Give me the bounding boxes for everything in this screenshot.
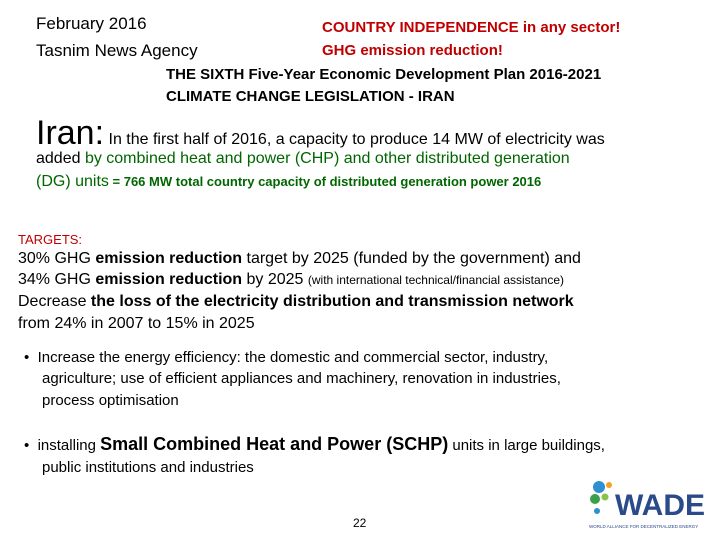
country-label: Iran: <box>36 114 105 152</box>
bullet-1-continuation-1: agriculture; use of efficient appliances and machinery, renovation in industries, <box>42 370 561 387</box>
target-line-1 <box>18 250 581 268</box>
targets-label: TARGETS: <box>18 232 83 247</box>
bullet-2-text-c: units in large buildings, <box>448 437 605 454</box>
bullet-1-text: Increase the energy efficiency: the domestic and commercial sector, industry, <box>37 349 549 366</box>
page-number: 22 <box>353 516 367 530</box>
target-2-emphasis: emission reduction <box>95 271 243 288</box>
logo-text: WADE <box>615 489 705 522</box>
bullet-2-text-a: installing <box>37 437 101 454</box>
target-2-note: (with international technical/financial assistance) <box>307 273 565 287</box>
intro-text-2b: by combined heat and power (CHP) and other distributed generation <box>84 150 570 167</box>
target-3-emphasis: the loss of the electricity distribution and transmission network <box>90 293 574 310</box>
logo-tagline: WORLD ALLIANCE FOR DECENTRALIZED ENERGY <box>589 524 699 529</box>
intro-text-3b: = 766 MW total country capacity of distributed generation power 2016 <box>108 174 542 189</box>
plan-subtitle: CLIMATE CHANGE LEGISLATION - IRAN <box>166 88 455 105</box>
target-1-rest: target by 2025 (funded by the government) and <box>242 250 581 267</box>
wade-logo <box>585 473 705 533</box>
header-message-independence: COUNTRY INDEPENDENCE in any sector! <box>322 19 621 36</box>
target-1-pct: 30% GHG <box>18 250 96 267</box>
target-2-pct: 34% GHG <box>18 271 96 288</box>
header-agency: Tasnim News Agency <box>36 41 198 60</box>
intro-line-2 <box>36 150 570 168</box>
header-date: February 2016 <box>36 14 147 33</box>
bullet-energy-efficiency: • Increase the energy efficiency: the domestic and commercial sector, industry, <box>24 349 549 366</box>
bullet-schp: • installing Small Combined Heat and Power (SCHP) units in large buildings, <box>24 434 605 454</box>
bullet-1-continuation-2: process optimisation <box>42 392 179 409</box>
intro-text-3a: (DG) units <box>36 173 109 190</box>
target-line-4: from 24% in 2007 to 15% in 2025 <box>18 315 255 332</box>
bullet-2-continuation: public institutions and industries <box>42 459 254 476</box>
target-3-verb: Decrease <box>18 293 91 310</box>
target-line-3 <box>18 293 574 311</box>
intro-line-1 <box>36 114 605 153</box>
wade-logo-icon <box>585 473 705 533</box>
intro-text-2a: added <box>36 150 85 167</box>
bullet-2-emphasis: Small Combined Heat and Power (SCHP) <box>100 434 449 454</box>
target-1-emphasis: emission reduction <box>95 250 243 267</box>
target-2-rest: by 2025 <box>242 271 308 288</box>
intro-text-1: In the first half of 2016, a capacity to produce 14 MW of electricity was <box>108 131 605 148</box>
intro-line-3 <box>36 173 541 191</box>
target-line-2 <box>18 271 564 289</box>
header-message-ghg: GHG emission reduction! <box>322 42 503 59</box>
plan-title: THE SIXTH Five-Year Economic Development Plan 2016-2021 <box>166 66 602 83</box>
